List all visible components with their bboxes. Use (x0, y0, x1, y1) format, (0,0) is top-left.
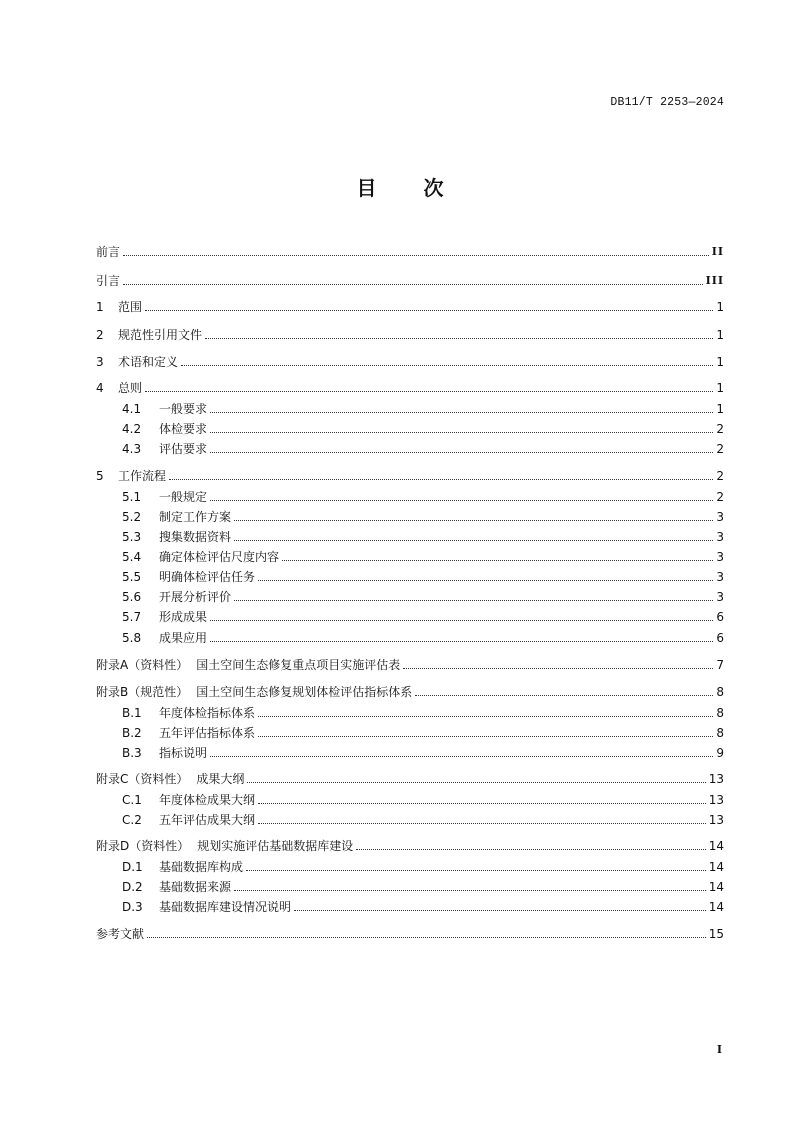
toc-leader (258, 735, 713, 737)
toc-entry-5-7[interactable] (96, 606, 724, 624)
toc-label: 成果大纲 (196, 772, 245, 786)
toc-leader (205, 337, 713, 339)
toc-entry-d-3[interactable] (96, 896, 724, 914)
toc-page: 14 (708, 900, 724, 914)
toc-label: 基础数据库建设情况说明 (159, 900, 292, 914)
toc-leader (210, 411, 713, 413)
toc-label: 术语和定义 (118, 355, 179, 369)
toc-number: B.3 (122, 746, 142, 760)
toc-entry-appendix-d[interactable] (96, 835, 724, 853)
toc-entry-introduction[interactable] (96, 270, 724, 288)
toc-label: 基础数据来源 (159, 880, 232, 894)
toc-leader (403, 667, 713, 669)
toc-page: 1 (716, 381, 724, 395)
toc-page: 3 (716, 530, 724, 544)
toc-page: 1 (716, 328, 724, 342)
toc-page: II (711, 245, 724, 258)
toc-leader (210, 619, 713, 621)
toc-leader (234, 539, 713, 541)
toc-label: 引言 (96, 274, 121, 288)
toc-number: 附录C（资料性） (96, 772, 189, 786)
toc-number: 5.6 (122, 590, 142, 604)
toc-number: 附录D（资料性） (96, 839, 190, 853)
title-char-2: 次 (423, 176, 444, 200)
toc-label: 国土空间生态修复重点项目实施评估表 (196, 658, 401, 672)
toc-entry-appendix-c[interactable] (96, 768, 724, 786)
toc-page: 1 (716, 355, 724, 369)
toc-label: 基础数据库构成 (159, 860, 244, 874)
toc-entry-b-3[interactable] (96, 742, 724, 760)
toc-entry-4-1[interactable] (96, 398, 724, 416)
toc-leader (123, 254, 709, 256)
toc-entry-5-2[interactable] (96, 506, 724, 524)
toc-number: D.2 (122, 880, 143, 894)
toc-entry-references[interactable] (96, 923, 724, 941)
toc-page: 6 (716, 631, 724, 645)
toc-label: 形成成果 (159, 610, 208, 624)
toc-label: 指标说明 (159, 746, 208, 760)
toc-page: III (705, 274, 724, 287)
toc-label: 评估要求 (159, 442, 208, 456)
toc-number: 5.3 (122, 530, 142, 544)
toc-number: C.2 (122, 813, 142, 827)
toc-label: 开展分析评价 (159, 590, 232, 604)
toc-page: 14 (708, 839, 724, 853)
toc-entry-5[interactable] (96, 465, 724, 483)
toc-leader (356, 848, 705, 850)
toc-number: 4.2 (122, 422, 142, 436)
toc-label: 工作流程 (118, 469, 167, 483)
toc-leader (123, 283, 703, 285)
toc-page: 3 (716, 590, 724, 604)
toc-label: 成果应用 (159, 631, 208, 645)
toc-entry-appendix-b[interactable] (96, 681, 724, 699)
toc-page: 2 (716, 490, 724, 504)
toc-page: 1 (716, 402, 724, 416)
toc-page: 2 (716, 422, 724, 436)
toc-label: 确定体检评估尺度内容 (159, 550, 280, 564)
toc-number: 附录B（规范性） (96, 685, 189, 699)
toc-leader (210, 499, 713, 501)
toc-number: B.2 (122, 726, 142, 740)
toc-number: B.1 (122, 706, 142, 720)
toc-number: 5.4 (122, 550, 142, 564)
toc-number: 5.7 (122, 610, 142, 624)
toc-number: 5.1 (122, 490, 142, 504)
toc-entry-5-6[interactable] (96, 586, 724, 604)
toc-label: 一般要求 (159, 402, 208, 416)
toc-page: 13 (708, 793, 724, 807)
toc-entry-4-3[interactable] (96, 438, 724, 456)
toc-page: 8 (716, 685, 724, 699)
toc-leader (210, 640, 713, 642)
toc-leader (210, 755, 713, 757)
toc-entry-foreword[interactable] (96, 241, 724, 259)
toc-label: 规范性引用文件 (118, 328, 203, 342)
toc-leader (145, 390, 713, 392)
toc-entry-3[interactable] (96, 351, 724, 369)
toc-entry-1[interactable] (96, 296, 724, 314)
toc-number: 4.3 (122, 442, 142, 456)
toc-page: 3 (716, 550, 724, 564)
toc-leader (258, 802, 706, 804)
toc-leader (258, 579, 713, 581)
toc-label: 前言 (96, 245, 121, 259)
toc-label: 制定工作方案 (159, 510, 232, 524)
title-char-1: 目 (356, 176, 377, 200)
toc-page: 1 (716, 300, 724, 314)
toc-entry-c-1[interactable] (96, 789, 724, 807)
toc-page: 6 (716, 610, 724, 624)
toc-number: 4 (96, 381, 104, 395)
toc-page: 8 (716, 706, 724, 720)
toc-number: 附录A（资料性） (96, 658, 189, 672)
toc-number: 5.8 (122, 631, 142, 645)
toc-page: 7 (716, 658, 724, 672)
toc-entry-b-1[interactable] (96, 702, 724, 720)
toc-page: 3 (716, 510, 724, 524)
toc-page: 8 (716, 726, 724, 740)
toc-leader (234, 519, 713, 521)
toc-leader (234, 599, 713, 601)
toc-number: D.3 (122, 900, 143, 914)
toc-label: 体检要求 (159, 422, 208, 436)
toc-page: 13 (708, 813, 724, 827)
toc-number: 4.1 (122, 402, 142, 416)
toc-page: 2 (716, 442, 724, 456)
toc-number: 2 (96, 328, 104, 342)
toc-label: 年度体检成果大纲 (159, 793, 256, 807)
toc-leader (147, 936, 706, 938)
toc-label: 总则 (118, 381, 143, 395)
toc-label: 国土空间生态修复规划体检评估指标体系 (196, 685, 413, 699)
toc-entry-b-2[interactable] (96, 722, 724, 740)
toc-leader (246, 869, 706, 871)
toc-entry-d-1[interactable] (96, 856, 724, 874)
toc-entry-4-2[interactable] (96, 418, 724, 436)
toc-entry-4[interactable] (96, 377, 724, 395)
toc-leader (294, 909, 706, 911)
toc-leader (415, 694, 713, 696)
toc-label: 五年评估成果大纲 (159, 813, 256, 827)
toc-leader (169, 478, 713, 480)
toc-label: 一般规定 (159, 490, 208, 504)
toc-leader (210, 451, 713, 453)
toc-label: 五年评估指标体系 (159, 726, 256, 740)
toc-label: 规划实施评估基础数据库建设 (197, 839, 354, 853)
toc-entry-c-2[interactable] (96, 809, 724, 827)
toc-leader (210, 431, 713, 433)
toc-entry-appendix-a[interactable] (96, 654, 724, 672)
toc-number: 3 (96, 355, 104, 369)
page-title (0, 172, 800, 201)
toc-leader (247, 781, 705, 783)
toc-leader (181, 364, 713, 366)
toc-leader (258, 822, 706, 824)
toc-page: 14 (708, 880, 724, 894)
toc-label: 年度体检指标体系 (159, 706, 256, 720)
toc-label: 搜集数据资料 (159, 530, 232, 544)
toc-leader (282, 559, 713, 561)
toc-label: 参考文献 (96, 927, 145, 941)
toc-entry-5-1[interactable] (96, 486, 724, 504)
toc-page: 2 (716, 469, 724, 483)
toc-page: 13 (708, 772, 724, 786)
toc-number: D.1 (122, 860, 143, 874)
toc-number: 5.2 (122, 510, 142, 524)
toc-leader (258, 715, 713, 717)
toc-entry-2[interactable] (96, 324, 724, 342)
toc-entry-5-8[interactable] (96, 627, 724, 645)
toc-page: 9 (716, 746, 724, 760)
toc-entry-5-4[interactable] (96, 546, 724, 564)
toc-page: 14 (708, 860, 724, 874)
document-code: DB11/T 2253—2024 (610, 96, 724, 109)
page-number: I (716, 1043, 722, 1056)
toc-leader (145, 309, 713, 311)
toc-label: 范围 (118, 300, 143, 314)
toc-number: 5 (96, 469, 104, 483)
toc-label: 明确体检评估任务 (159, 570, 256, 584)
toc-entry-5-5[interactable] (96, 566, 724, 584)
toc-entry-5-3[interactable] (96, 526, 724, 544)
toc-number: C.1 (122, 793, 142, 807)
toc-number: 1 (96, 300, 104, 314)
toc-page: 15 (708, 927, 724, 941)
toc-page: 3 (716, 570, 724, 584)
toc-entry-d-2[interactable] (96, 876, 724, 894)
toc-leader (234, 889, 706, 891)
toc-number: 5.5 (122, 570, 142, 584)
